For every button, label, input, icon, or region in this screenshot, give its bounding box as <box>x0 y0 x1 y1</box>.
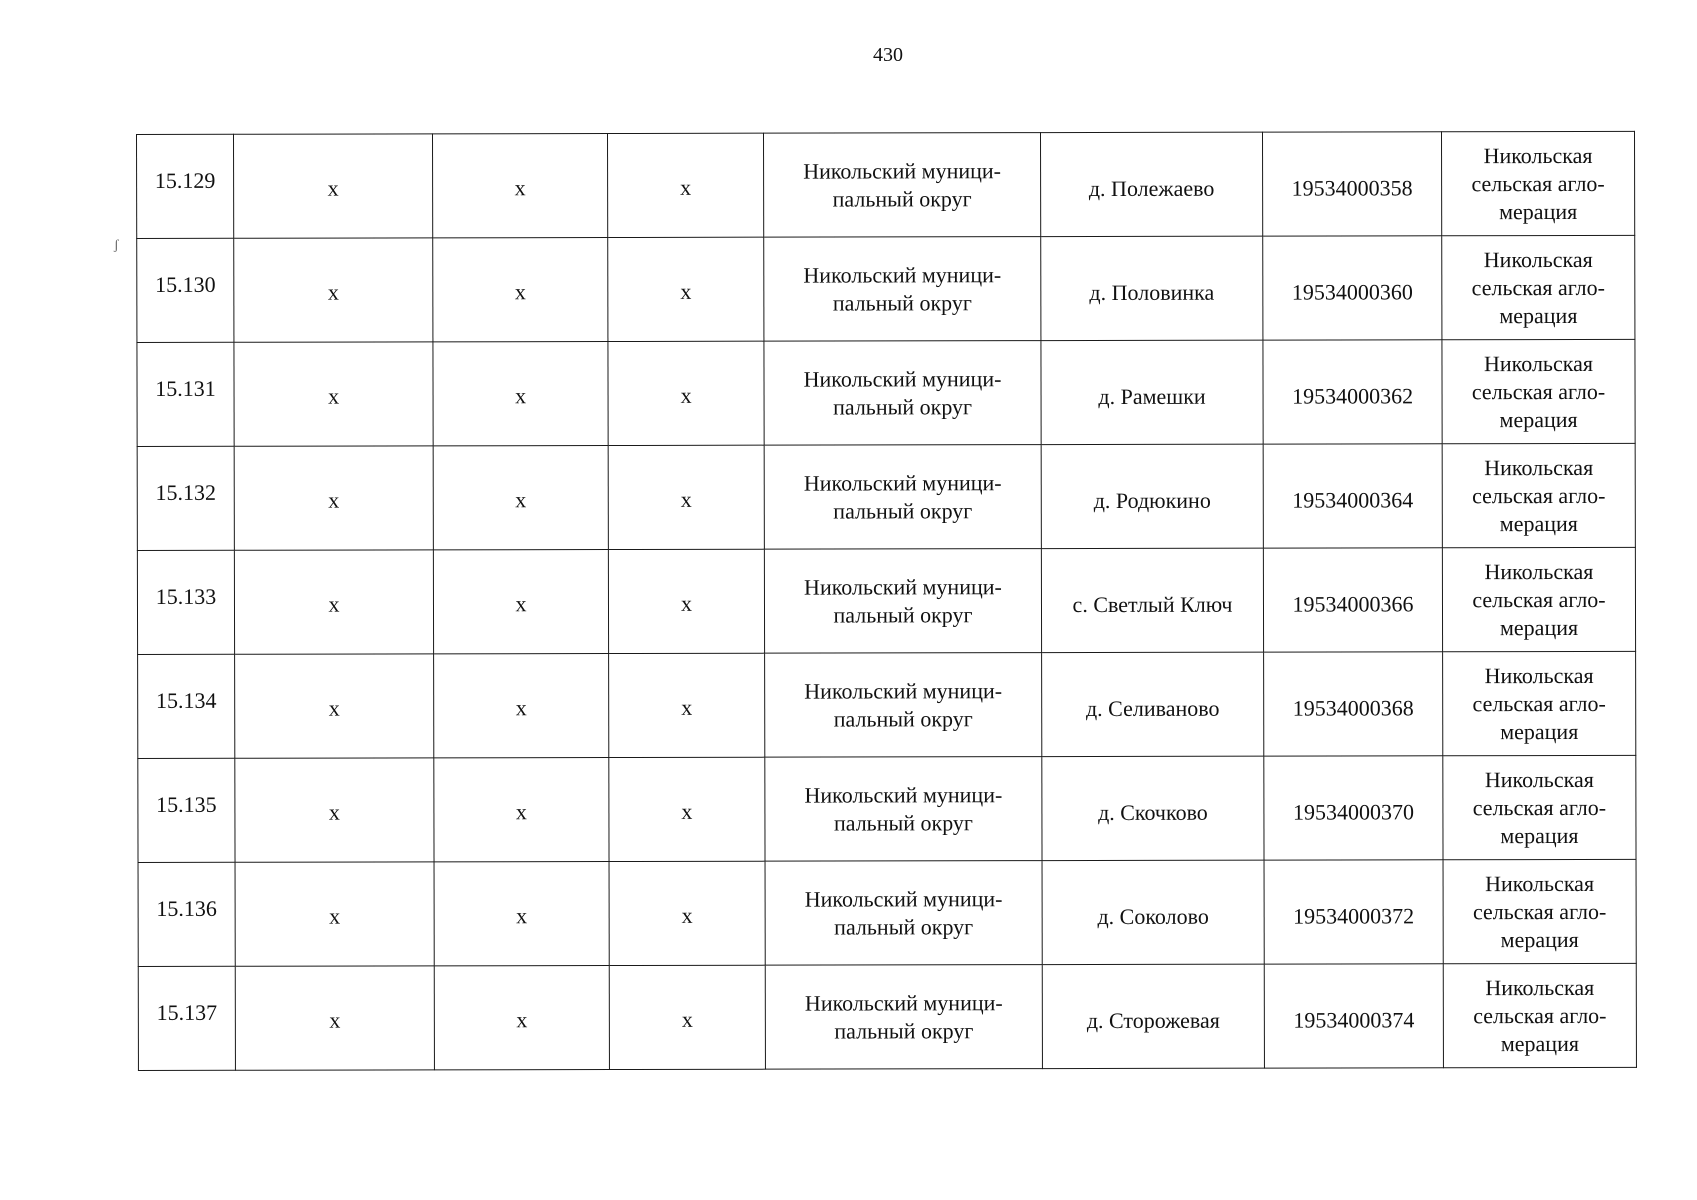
settlement-name: д. Половинка <box>1089 279 1215 305</box>
oktmo-code: 19534000358 <box>1291 174 1413 201</box>
agglomeration-cell <box>1442 339 1635 443</box>
agglomeration-line: сельская агло- <box>1472 586 1606 612</box>
cross-mark: х <box>514 174 526 200</box>
district-line: Никольский муници- <box>803 157 1001 184</box>
district-line: пальный округ <box>833 393 973 420</box>
settlement-name: д. Сторожевая <box>1086 1007 1220 1033</box>
cross-mark: х <box>680 174 692 200</box>
cross-mark: х <box>516 902 528 928</box>
oktmo-code: 19534000374 <box>1293 1006 1415 1033</box>
row-number: 15.134 <box>155 687 217 713</box>
agglomeration-line: Никольская <box>1484 662 1594 688</box>
cell-col2 <box>234 134 433 238</box>
agglomeration-line: мерация <box>1500 718 1579 744</box>
cross-mark: х <box>329 1007 341 1033</box>
district-cell <box>765 653 1042 758</box>
cell-col2 <box>235 654 434 758</box>
cell-col4 <box>609 861 765 965</box>
settlement-cell <box>1042 964 1264 1068</box>
settlement-name: с. Светлый Ключ <box>1072 591 1233 617</box>
cross-mark: х <box>515 590 527 616</box>
cross-mark: х <box>514 278 526 304</box>
cross-mark: х <box>515 798 527 824</box>
row-number-cell <box>137 238 234 342</box>
cross-mark: х <box>515 382 527 408</box>
district-line: пальный округ <box>833 705 973 732</box>
table-row <box>138 859 1636 966</box>
agglomeration-cell <box>1442 443 1635 547</box>
oktmo-code: 19534000368 <box>1292 694 1414 721</box>
agglomeration-line: Никольская <box>1483 246 1593 272</box>
agglomeration-cell <box>1441 131 1634 235</box>
table-row <box>138 755 1636 862</box>
cross-mark: х <box>681 902 693 928</box>
cell-col4 <box>609 653 765 757</box>
district-line: Никольский муници- <box>803 365 1002 392</box>
cell-col2 <box>234 446 433 550</box>
agglomeration-line: сельская агло- <box>1472 898 1607 924</box>
cell-col3 <box>433 550 608 654</box>
row-number-cell <box>137 550 234 654</box>
district-line: Никольский муници- <box>804 885 1003 912</box>
oktmo-code-cell <box>1264 756 1443 860</box>
oktmo-code-cell <box>1264 964 1443 1068</box>
cross-mark: х <box>680 278 692 304</box>
agglomeration-line: мерация <box>1499 510 1578 536</box>
cell-col2 <box>234 238 433 342</box>
settlement-name: д. Селиваново <box>1085 695 1220 721</box>
table-row <box>137 339 1635 446</box>
settlement-cell <box>1042 652 1264 756</box>
cell-col3 <box>433 342 608 446</box>
agglomeration-line: Никольская <box>1484 454 1594 480</box>
district-line: Никольский муници- <box>804 677 1003 704</box>
row-number-cell <box>138 966 235 1070</box>
settlement-cell <box>1040 132 1262 236</box>
cross-mark: х <box>327 175 339 201</box>
cross-mark: х <box>328 487 340 513</box>
settlement-cell <box>1041 444 1263 548</box>
row-number: 15.137 <box>156 999 218 1025</box>
cross-mark: х <box>680 486 692 512</box>
cell-col2 <box>234 550 433 654</box>
district-cell <box>763 133 1040 238</box>
cell-col4 <box>609 757 765 861</box>
cell-col3 <box>433 238 608 342</box>
oktmo-code: 19534000362 <box>1292 382 1414 409</box>
agglomeration-cell <box>1442 235 1635 339</box>
cell-col3 <box>433 134 608 238</box>
agglomeration-line: мерация <box>1499 406 1578 432</box>
oktmo-code-cell <box>1263 236 1442 340</box>
agglomeration-line: мерация <box>1500 822 1579 848</box>
district-cell <box>764 341 1041 446</box>
cross-mark: х <box>680 590 693 616</box>
cell-col3 <box>434 966 609 1070</box>
settlement-table <box>136 131 1637 1071</box>
oktmo-code-cell <box>1264 652 1443 756</box>
district-line: пальный округ <box>833 809 973 836</box>
cell-col2 <box>235 758 434 862</box>
cell-col4 <box>608 445 764 549</box>
district-cell <box>765 965 1042 1070</box>
agglomeration-line: Никольская <box>1484 558 1594 584</box>
district-cell <box>765 861 1042 966</box>
agglomeration-line: сельская агло- <box>1472 482 1606 508</box>
settlement-name: д. Скочково <box>1098 799 1208 825</box>
table-body <box>137 131 1637 1070</box>
cell-col3 <box>434 654 609 758</box>
table-container <box>136 131 1637 1071</box>
oktmo-code-cell <box>1263 340 1442 444</box>
row-number: 15.131 <box>155 375 216 401</box>
row-number: 15.136 <box>156 895 217 921</box>
district-cell <box>764 445 1041 550</box>
district-line: пальный округ <box>834 1017 974 1044</box>
row-number-cell <box>137 134 234 238</box>
settlement-cell <box>1041 340 1263 444</box>
agglomeration-line: сельская агло- <box>1471 378 1606 404</box>
district-line: пальный округ <box>833 601 973 628</box>
oktmo-code: 19534000370 <box>1292 798 1414 825</box>
cross-mark: х <box>328 695 340 721</box>
cell-col4 <box>609 965 765 1069</box>
oktmo-code: 19534000372 <box>1293 902 1415 929</box>
settlement-cell <box>1041 548 1263 652</box>
oktmo-code-cell <box>1263 548 1442 652</box>
cross-mark: х <box>328 591 340 617</box>
cross-mark: х <box>681 694 693 720</box>
row-number-cell <box>138 758 235 862</box>
agglomeration-cell <box>1442 547 1635 651</box>
district-line: пальный округ <box>833 497 973 524</box>
agglomeration-line: сельская агло- <box>1472 690 1606 716</box>
district-cell <box>764 237 1041 342</box>
oktmo-code-cell <box>1264 860 1443 964</box>
agglomeration-line: мерация <box>1500 926 1579 952</box>
table-row <box>138 651 1636 758</box>
oktmo-code-cell <box>1263 444 1442 548</box>
settlement-name: д. Рамешки <box>1098 383 1206 409</box>
cell-col4 <box>608 133 764 237</box>
district-cell <box>764 549 1041 654</box>
agglomeration-line: сельская агло- <box>1471 170 1605 196</box>
cross-mark: х <box>328 799 340 825</box>
cross-mark: х <box>680 382 692 408</box>
agglomeration-cell <box>1443 963 1636 1067</box>
agglomeration-line: Никольская <box>1483 350 1593 376</box>
agglomeration-line: мерация <box>1500 1030 1579 1056</box>
cell-col2 <box>234 342 433 446</box>
row-number: 15.135 <box>156 791 217 817</box>
row-number-cell <box>137 342 234 446</box>
district-line: пальный округ <box>832 185 972 212</box>
settlement-name: д. Соколово <box>1097 903 1209 929</box>
row-number: 15.130 <box>155 271 216 297</box>
oktmo-code: 19534000364 <box>1292 486 1414 513</box>
agglomeration-line: мерация <box>1499 614 1579 640</box>
cross-mark: х <box>329 903 341 929</box>
cross-mark: х <box>328 383 340 409</box>
cross-mark: х <box>515 486 527 512</box>
oktmo-code: 19534000366 <box>1292 590 1414 617</box>
agglomeration-line: сельская агло- <box>1471 274 1605 300</box>
cell-col4 <box>608 341 764 445</box>
row-number-cell <box>137 446 234 550</box>
agglomeration-cell <box>1443 755 1636 859</box>
cell-col3 <box>433 446 608 550</box>
cell-col3 <box>434 758 609 862</box>
cross-mark: х <box>515 694 527 720</box>
cell-col4 <box>608 549 764 653</box>
scan-mark: ʃ <box>114 238 119 253</box>
district-line: Никольский муници- <box>804 781 1003 808</box>
district-line: пальный округ <box>834 913 974 940</box>
cell-col2 <box>235 862 434 966</box>
table-row <box>137 443 1635 550</box>
table-row <box>137 131 1635 238</box>
cross-mark: х <box>681 1006 693 1032</box>
district-line: Никольский муници- <box>804 989 1003 1016</box>
agglomeration-line: сельская агло- <box>1473 1002 1607 1028</box>
settlement-cell <box>1042 860 1264 964</box>
cell-col3 <box>434 862 609 966</box>
row-number: 15.133 <box>155 583 217 609</box>
cell-col4 <box>608 237 764 341</box>
agglomeration-cell <box>1443 859 1636 963</box>
agglomeration-cell <box>1443 651 1636 755</box>
page-number: 430 <box>873 44 903 66</box>
row-number-cell <box>138 654 235 758</box>
agglomeration-line: Никольская <box>1483 142 1593 168</box>
settlement-cell <box>1042 756 1264 860</box>
agglomeration-line: Никольская <box>1485 974 1595 1000</box>
cross-mark: х <box>327 279 339 305</box>
row-number: 15.132 <box>155 479 217 505</box>
district-line: Никольский муници- <box>803 261 1002 288</box>
agglomeration-line: сельская агло- <box>1472 794 1607 820</box>
district-line: Никольский муници- <box>804 573 1002 600</box>
agglomeration-line: мерация <box>1499 198 1578 224</box>
settlement-cell <box>1041 236 1263 340</box>
oktmo-code-cell <box>1262 132 1441 236</box>
agglomeration-line: Никольская <box>1485 870 1595 896</box>
settlement-name: д. Родюкино <box>1093 487 1211 513</box>
cross-mark: х <box>516 1006 528 1032</box>
agglomeration-line: мерация <box>1499 302 1578 328</box>
table-row <box>137 235 1635 342</box>
district-line: Никольский муници- <box>803 469 1002 496</box>
cross-mark: х <box>681 798 693 824</box>
cell-col2 <box>235 966 434 1070</box>
table-row <box>137 547 1635 654</box>
settlement-name: д. Полежаево <box>1088 175 1215 201</box>
district-line: пальный округ <box>832 289 972 316</box>
agglomeration-line: Никольская <box>1484 766 1594 792</box>
row-number: 15.129 <box>154 167 216 193</box>
row-number-cell <box>138 862 235 966</box>
oktmo-code: 19534000360 <box>1291 278 1413 305</box>
district-cell <box>765 757 1042 862</box>
table-row <box>138 963 1636 1070</box>
